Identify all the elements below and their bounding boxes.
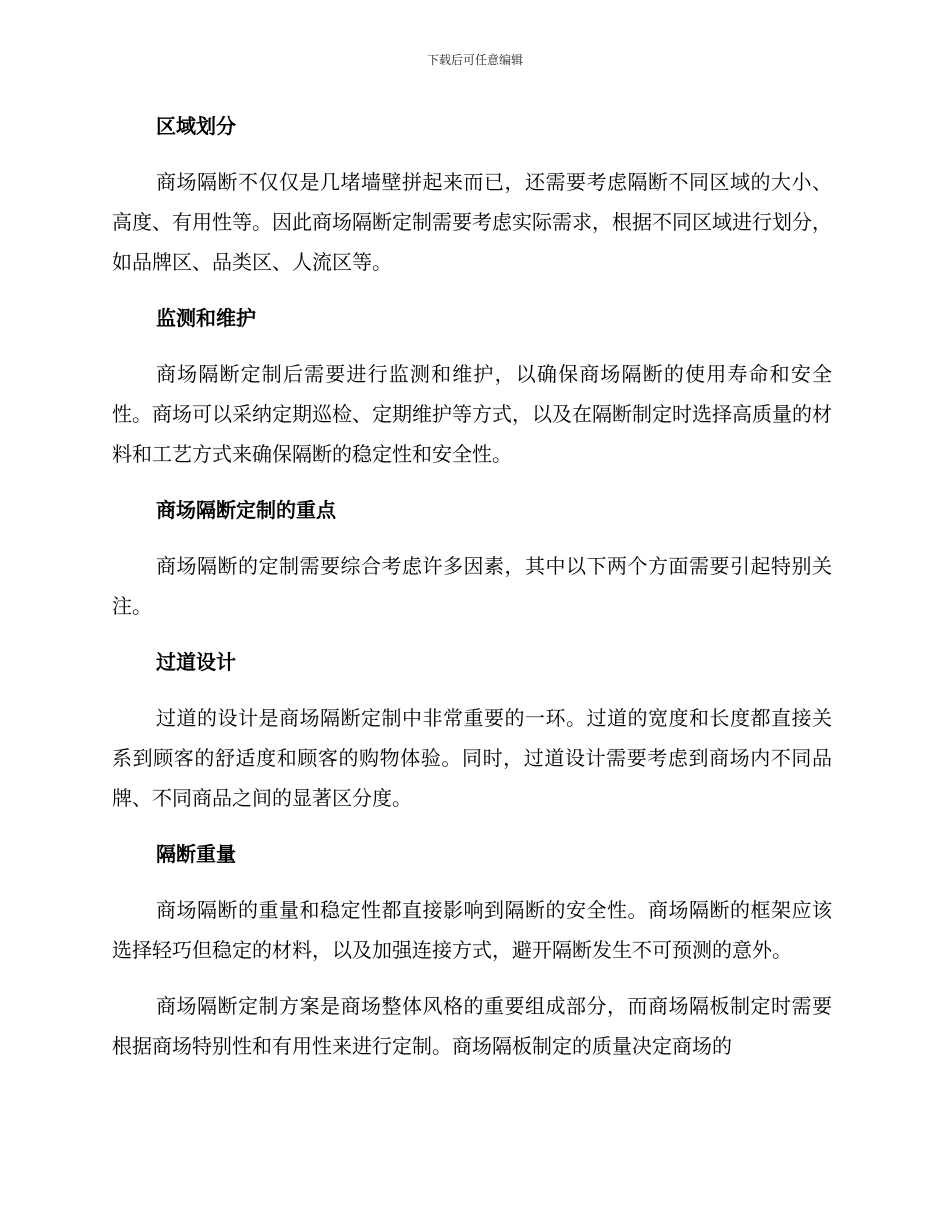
document-body (112, 106, 832, 1082)
paragraph-partition-weight: 商场隔断的重量和稳定性都直接影响到隔断的安全性。商场隔断的框架应该选择轻巧但稳定的材料，以及加强连接方式，避开隔断发生不可预测的意外。 (112, 898, 832, 962)
paragraph-conclusion: 商场隔断定制方案是商场整体风格的重要组成部分，而商场隔板制定时需要根据商场特别性和有用性来进行定制。商场隔板制定的质量决定商场的 (112, 994, 832, 1058)
section-heading-monitoring: 监测和维护 (156, 306, 256, 330)
paragraph-aisle-design: 过道的设计是商场隔断定制中非常重要的一环。过道的宽度和长度都直接关系到顾客的舒适度和顾客的购物体验。同时，过道设计需要考虑到商场内不同品牌、不同商品之间的显著区分度。 (112, 706, 832, 810)
paragraph-area-division: 商场隔断不仅仅是几堵墙壁拼起来而已，还需要考虑隔断不同区域的大小、高度、有用性等。因此商场隔断定制需要考虑实际需求，根据不同区域进行划分，如品牌区、品类区、人流区等。 (112, 170, 832, 274)
section-heading-partition-weight: 隔断重量 (156, 842, 236, 866)
section-heading-key-points: 商场隔断定制的重点 (156, 498, 336, 522)
section-heading-area-division: 区域划分 (156, 114, 236, 138)
page-header: 下载后可任意编辑 (426, 53, 523, 67)
paragraph-key-points: 商场隔断的定制需要综合考虑许多因素，其中以下两个方面需要引起特别关注。 (112, 554, 832, 618)
paragraph-monitoring: 商场隔断定制后需要进行监测和维护，以确保商场隔断的使用寿命和安全性。商场可以采纳定期巡检、定期维护等方式，以及在隔断制定时选择高质量的材料和工艺方式来确保隔断的稳定性和安全性。 (112, 362, 832, 466)
section-heading-aisle-design: 过道设计 (156, 650, 236, 674)
